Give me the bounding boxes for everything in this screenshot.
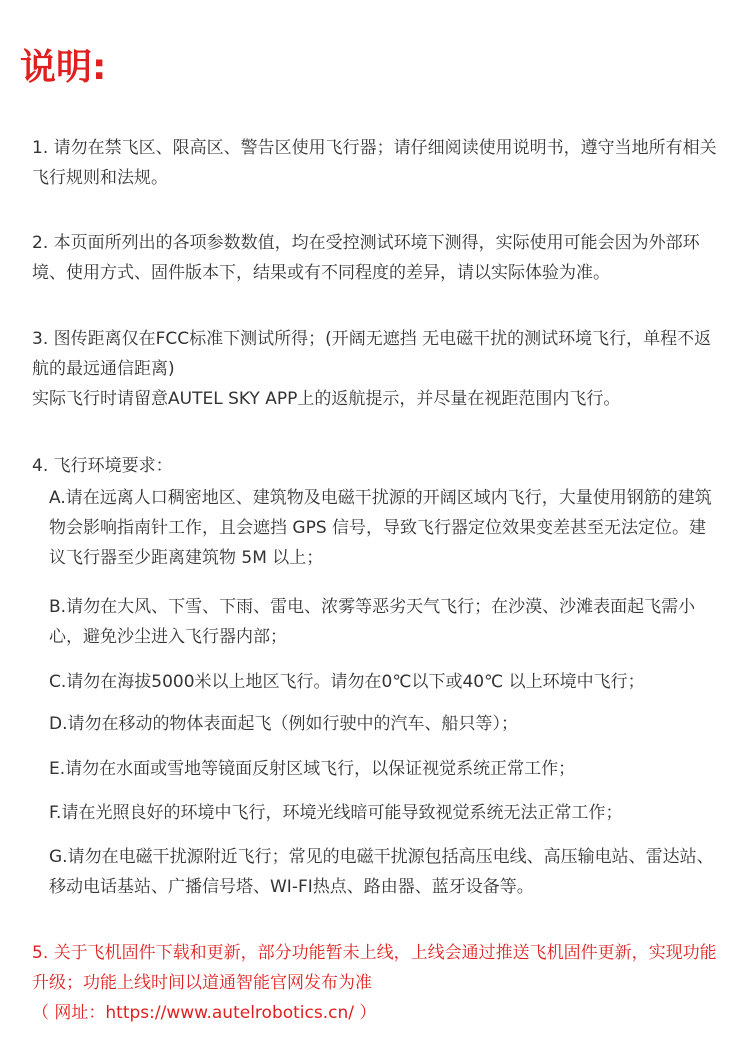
note-5-url[interactable]: （ 网址：https://www.autelrobotics.cn/ ） (32, 1003, 377, 1023)
note-4-heading: 4. 飞行环境要求： (32, 456, 173, 476)
note-4-item-a: A.请在远离人口稠密地区、建筑物及电磁干扰源的开阔区域内飞行，大量使用钢筋的建筑物会影响指南针工作，且会遮挡 GPS 信号，导致飞行器定位效果变差甚至无法定位。建议飞行器至少距离建筑物 5M 以上； (49, 488, 712, 568)
note-4-item-b: B.请勿在大风、下雪、下雨、雷电、浓雾等恶劣天气飞行；在沙漠、沙滩表面起飞需小心，避免沙尘进入飞行器内部； (49, 597, 696, 647)
note-4-item-d: D.请勿在移动的物体表面起飞（例如行驶中的汽车、船只等）； (49, 714, 518, 734)
note-3-text: 3. 图传距离仅在FCC标准下测试所得；(开阔无遮挡 无电磁干扰的测试环境飞行，单程不返航的最远通信距离) (32, 329, 712, 379)
note-5-text: 5. 关于飞机固件下载和更新，部分功能暂未上线，上线会通过推送飞机固件更新，实现功能升级；功能上线时间以道通智能官网发布为准 (32, 943, 717, 993)
note-5 (32, 938, 722, 1028)
note-4-item-f: F.请在光照良好的环境中飞行，环境光线暗可能导致视觉系统无法正常工作； (49, 803, 623, 823)
page-title: 说明: (20, 47, 107, 88)
note-4-item-g: G.请勿在电磁干扰源附近飞行；常见的电磁干扰源包括高压电线、高压输电站、雷达站、移动电话基站、广播信号塔、WI-FI热点、路由器、蓝牙设备等。 (49, 847, 714, 897)
note-4-item-e: E.请勿在水面或雪地等镜面反射区域飞行，以保证视觉系统正常工作； (49, 759, 576, 779)
note-1: 1. 请勿在禁飞区、限高区、警告区使用飞行器；请仔细阅读使用说明书，遵守当地所有相关飞行规则和法规。 (32, 138, 717, 188)
note-2: 2. 本页面所列出的各项参数数值，均在受控测试环境下测得，实际使用可能会因为外部环境、使用方式、固件版本下，结果或有不同程度的差异，请以实际体验为准。 (32, 233, 700, 283)
note-3 (32, 324, 722, 414)
note-3-tip: 实际飞行时请留意AUTEL SKY APP上的返航提示，并尽量在视距范围内飞行。 (32, 389, 621, 409)
note-4-item-c: C.请勿在海拔5000米以上地区飞行。请勿在0℃以下或40℃ 以上环境中飞行； (49, 672, 645, 692)
